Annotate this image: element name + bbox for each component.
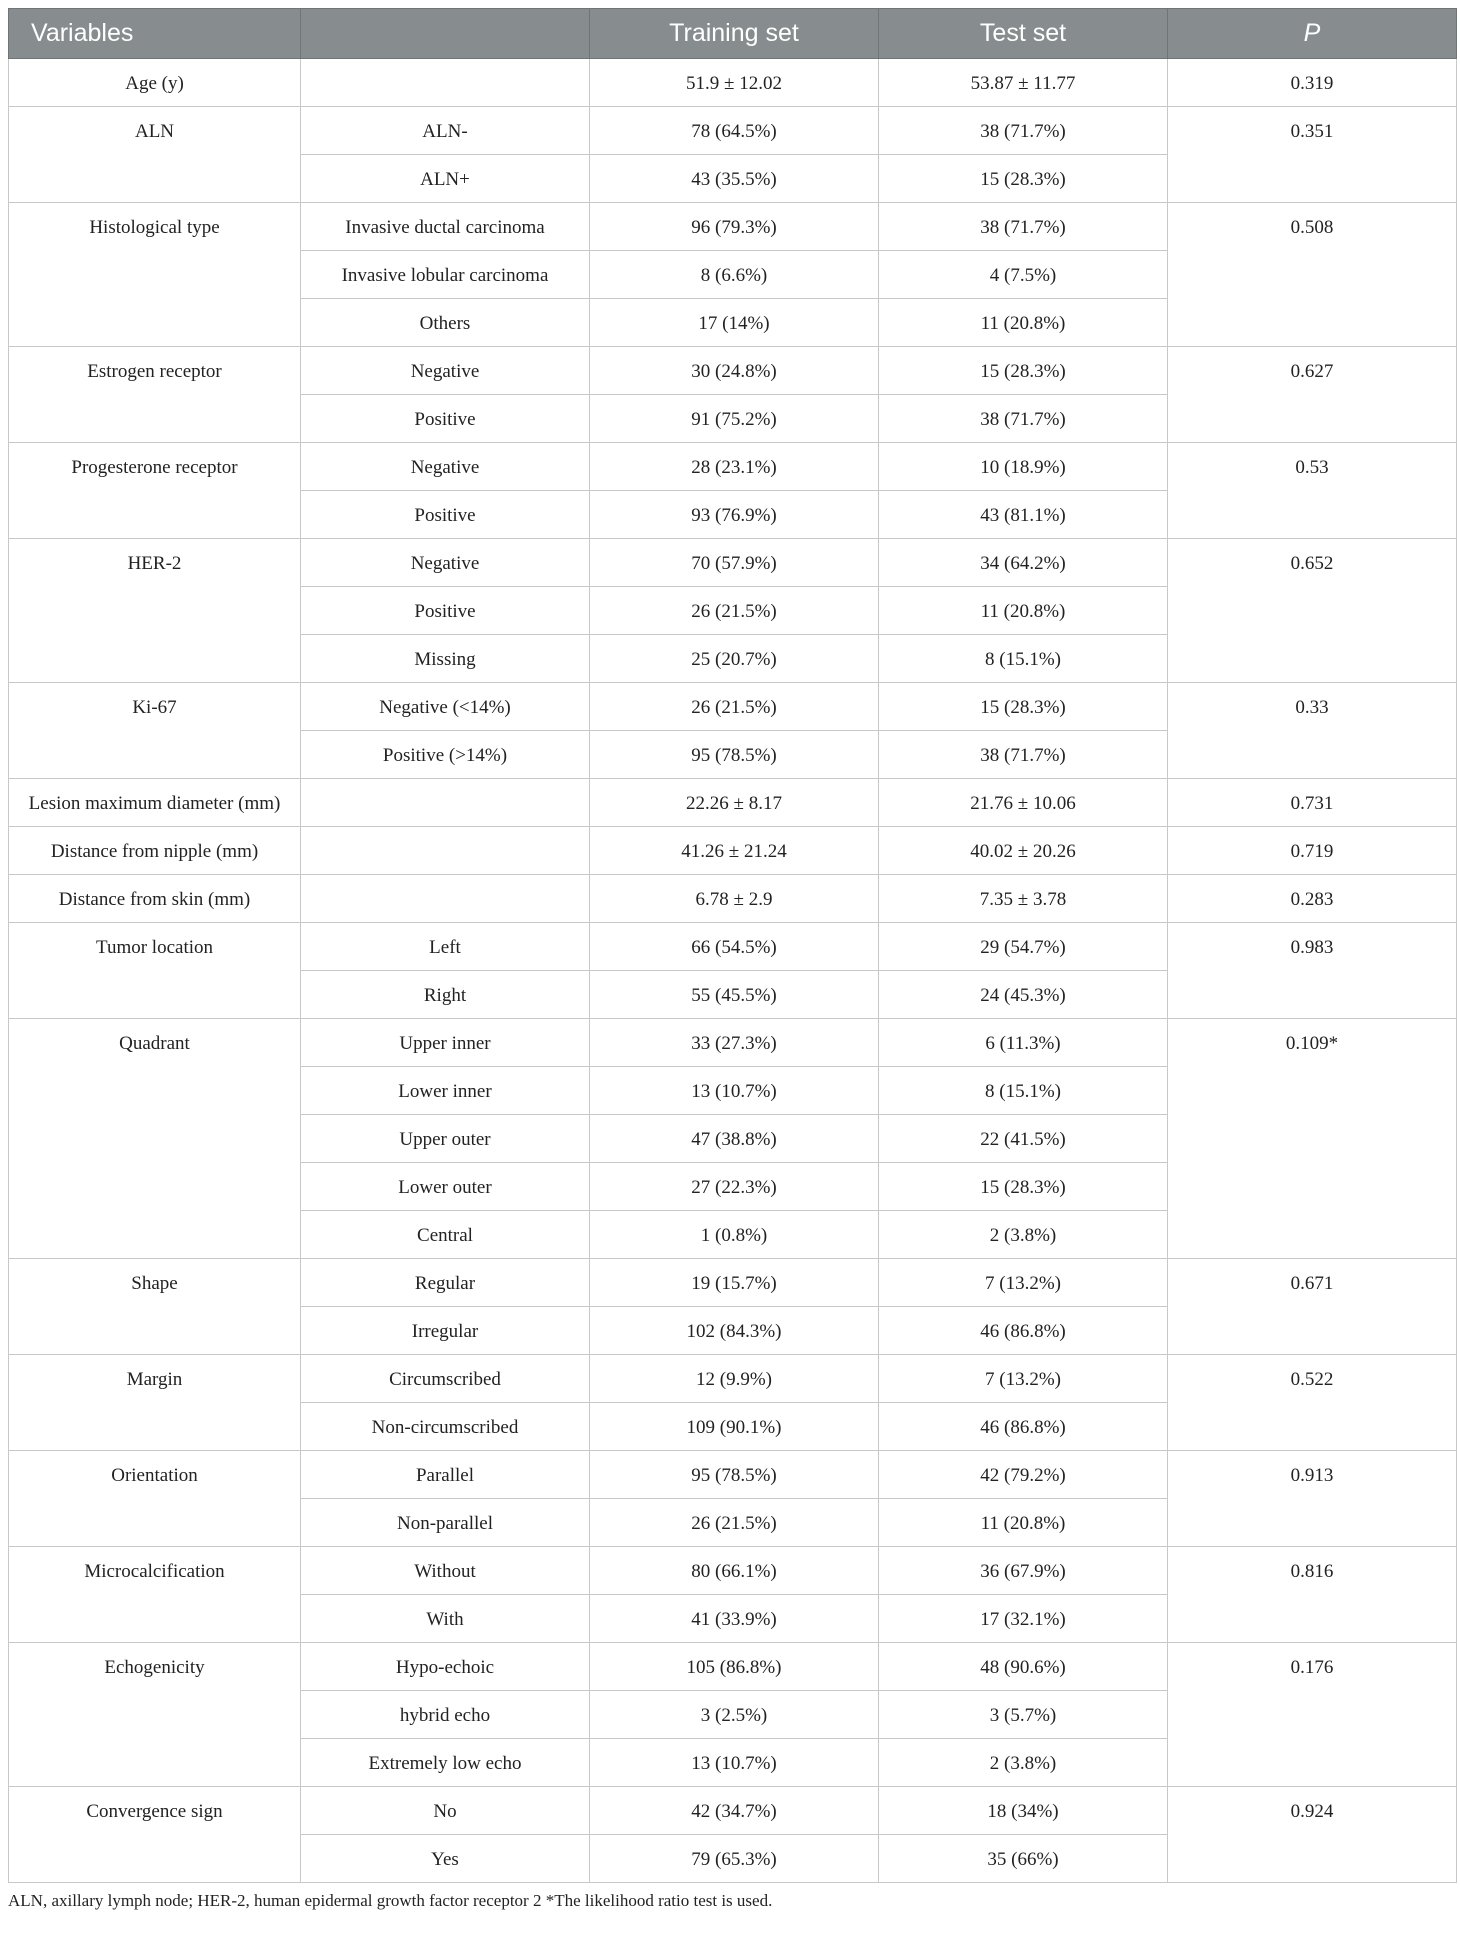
cell-category: Invasive ductal carcinoma	[301, 203, 590, 251]
cell-training-set: 41 (33.9%)	[590, 1595, 879, 1643]
cell-category: Positive	[301, 395, 590, 443]
cell-category: Lower outer	[301, 1163, 590, 1211]
cell-category: Left	[301, 923, 590, 971]
cell-training-set: 47 (38.8%)	[590, 1115, 879, 1163]
cell-test-set: 38 (71.7%)	[879, 731, 1168, 779]
cell-training-set: 42 (34.7%)	[590, 1787, 879, 1835]
cell-variable: Quadrant	[9, 1019, 301, 1259]
cell-variable: Shape	[9, 1259, 301, 1355]
cell-category: Regular	[301, 1259, 590, 1307]
cell-category: Negative	[301, 443, 590, 491]
cell-category: hybrid echo	[301, 1691, 590, 1739]
cell-p-value: 0.319	[1168, 59, 1457, 107]
header-blank	[301, 9, 590, 59]
cell-training-set: 102 (84.3%)	[590, 1307, 879, 1355]
cell-p-value: 0.816	[1168, 1547, 1457, 1643]
cell-category: Invasive lobular carcinoma	[301, 251, 590, 299]
cell-variable: Lesion maximum diameter (mm)	[9, 779, 301, 827]
cell-test-set: 29 (54.7%)	[879, 923, 1168, 971]
cell-category: Parallel	[301, 1451, 590, 1499]
cell-training-set: 13 (10.7%)	[590, 1739, 879, 1787]
cell-p-value: 0.53	[1168, 443, 1457, 539]
table-row	[9, 1787, 1457, 1835]
cell-test-set: 17 (32.1%)	[879, 1595, 1168, 1643]
cell-category: Negative (<14%)	[301, 683, 590, 731]
cell-p-value: 0.109*	[1168, 1019, 1457, 1259]
cell-test-set: 8 (15.1%)	[879, 1067, 1168, 1115]
cell-training-set: 78 (64.5%)	[590, 107, 879, 155]
cell-test-set: 48 (90.6%)	[879, 1643, 1168, 1691]
cell-test-set: 7 (13.2%)	[879, 1355, 1168, 1403]
cell-training-set: 1 (0.8%)	[590, 1211, 879, 1259]
cell-training-set: 109 (90.1%)	[590, 1403, 879, 1451]
cell-category: Negative	[301, 347, 590, 395]
cell-test-set: 40.02 ± 20.26	[879, 827, 1168, 875]
cell-category: Extremely low echo	[301, 1739, 590, 1787]
cell-variable: Distance from nipple (mm)	[9, 827, 301, 875]
table-container	[8, 8, 1456, 1911]
cell-test-set: 34 (64.2%)	[879, 539, 1168, 587]
cell-test-set: 15 (28.3%)	[879, 347, 1168, 395]
cell-category: Negative	[301, 539, 590, 587]
cell-test-set: 3 (5.7%)	[879, 1691, 1168, 1739]
cell-test-set: 7 (13.2%)	[879, 1259, 1168, 1307]
cell-category: Central	[301, 1211, 590, 1259]
header-training-set: Training set	[590, 9, 879, 59]
cell-variable: Distance from skin (mm)	[9, 875, 301, 923]
cell-training-set: 13 (10.7%)	[590, 1067, 879, 1115]
cell-training-set: 3 (2.5%)	[590, 1691, 879, 1739]
table-row	[9, 683, 1457, 731]
cell-test-set: 6 (11.3%)	[879, 1019, 1168, 1067]
cell-category: Positive (>14%)	[301, 731, 590, 779]
cell-test-set: 10 (18.9%)	[879, 443, 1168, 491]
cell-training-set: 79 (65.3%)	[590, 1835, 879, 1883]
cell-test-set: 36 (67.9%)	[879, 1547, 1168, 1595]
table-row	[9, 203, 1457, 251]
cell-training-set: 96 (79.3%)	[590, 203, 879, 251]
cell-test-set: 38 (71.7%)	[879, 395, 1168, 443]
table-row	[9, 443, 1457, 491]
table-row	[9, 875, 1457, 923]
cell-training-set: 6.78 ± 2.9	[590, 875, 879, 923]
cell-variable: ALN	[9, 107, 301, 203]
cell-training-set: 25 (20.7%)	[590, 635, 879, 683]
cell-p-value: 0.924	[1168, 1787, 1457, 1883]
table-row	[9, 539, 1457, 587]
header-p-value: P	[1168, 9, 1457, 59]
cell-training-set: 95 (78.5%)	[590, 1451, 879, 1499]
cell-test-set: 2 (3.8%)	[879, 1739, 1168, 1787]
cell-variable: Histological type	[9, 203, 301, 347]
table-header	[9, 9, 1457, 59]
cell-category: Hypo-echoic	[301, 1643, 590, 1691]
cell-variable: Progesterone receptor	[9, 443, 301, 539]
cell-training-set: 70 (57.9%)	[590, 539, 879, 587]
cell-category: Right	[301, 971, 590, 1019]
cell-p-value: 0.283	[1168, 875, 1457, 923]
cell-training-set: 27 (22.3%)	[590, 1163, 879, 1211]
cell-p-value: 0.913	[1168, 1451, 1457, 1547]
header-variables: Variables	[9, 9, 301, 59]
cell-test-set: 11 (20.8%)	[879, 1499, 1168, 1547]
table-row	[9, 1355, 1457, 1403]
cell-p-value: 0.176	[1168, 1643, 1457, 1787]
cell-category: Yes	[301, 1835, 590, 1883]
cell-p-value: 0.33	[1168, 683, 1457, 779]
table-row	[9, 1019, 1457, 1067]
cell-test-set: 42 (79.2%)	[879, 1451, 1168, 1499]
cell-category: Non-parallel	[301, 1499, 590, 1547]
cell-test-set: 43 (81.1%)	[879, 491, 1168, 539]
cell-test-set: 38 (71.7%)	[879, 107, 1168, 155]
cell-test-set: 11 (20.8%)	[879, 299, 1168, 347]
cell-category: Without	[301, 1547, 590, 1595]
cell-variable: Echogenicity	[9, 1643, 301, 1787]
cell-training-set: 105 (86.8%)	[590, 1643, 879, 1691]
cell-p-value: 0.522	[1168, 1355, 1457, 1451]
table-body	[9, 59, 1457, 1883]
cell-test-set: 35 (66%)	[879, 1835, 1168, 1883]
table-row	[9, 827, 1457, 875]
cell-training-set: 66 (54.5%)	[590, 923, 879, 971]
cell-test-set: 21.76 ± 10.06	[879, 779, 1168, 827]
cell-training-set: 12 (9.9%)	[590, 1355, 879, 1403]
cell-test-set: 22 (41.5%)	[879, 1115, 1168, 1163]
cell-test-set: 38 (71.7%)	[879, 203, 1168, 251]
cell-training-set: 91 (75.2%)	[590, 395, 879, 443]
table-row	[9, 1643, 1457, 1691]
cell-training-set: 95 (78.5%)	[590, 731, 879, 779]
table-row	[9, 1547, 1457, 1595]
cell-category: ALN-	[301, 107, 590, 155]
table-row	[9, 59, 1457, 107]
cell-variable: Tumor location	[9, 923, 301, 1019]
table-row	[9, 1451, 1457, 1499]
cell-test-set: 8 (15.1%)	[879, 635, 1168, 683]
cell-category: Missing	[301, 635, 590, 683]
cell-category	[301, 827, 590, 875]
cell-training-set: 33 (27.3%)	[590, 1019, 879, 1067]
table-footnote: ALN, axillary lymph node; HER-2, human epidermal growth factor receptor 2 *The likelihood ratio test is used.	[8, 1891, 773, 1910]
cell-p-value: 0.627	[1168, 347, 1457, 443]
cell-p-value: 0.508	[1168, 203, 1457, 347]
cell-training-set: 55 (45.5%)	[590, 971, 879, 1019]
cell-training-set: 80 (66.1%)	[590, 1547, 879, 1595]
cell-category: Positive	[301, 587, 590, 635]
cell-test-set: 15 (28.3%)	[879, 683, 1168, 731]
cell-test-set: 46 (86.8%)	[879, 1307, 1168, 1355]
cell-p-value: 0.652	[1168, 539, 1457, 683]
cell-training-set: 19 (15.7%)	[590, 1259, 879, 1307]
header-test-set: Test set	[879, 9, 1168, 59]
cell-p-value: 0.671	[1168, 1259, 1457, 1355]
cell-training-set: 93 (76.9%)	[590, 491, 879, 539]
cell-training-set: 41.26 ± 21.24	[590, 827, 879, 875]
cell-test-set: 11 (20.8%)	[879, 587, 1168, 635]
cell-training-set: 51.9 ± 12.02	[590, 59, 879, 107]
cell-p-value: 0.719	[1168, 827, 1457, 875]
cell-test-set: 24 (45.3%)	[879, 971, 1168, 1019]
cell-category	[301, 779, 590, 827]
table-row	[9, 347, 1457, 395]
cell-category	[301, 875, 590, 923]
cell-category: Upper inner	[301, 1019, 590, 1067]
cell-test-set: 4 (7.5%)	[879, 251, 1168, 299]
cell-training-set: 26 (21.5%)	[590, 1499, 879, 1547]
cell-variable: Margin	[9, 1355, 301, 1451]
table-row	[9, 923, 1457, 971]
cell-variable: Ki-67	[9, 683, 301, 779]
data-table	[8, 8, 1457, 1883]
cell-p-value: 0.983	[1168, 923, 1457, 1019]
cell-category: Irregular	[301, 1307, 590, 1355]
cell-variable: HER-2	[9, 539, 301, 683]
cell-category: Upper outer	[301, 1115, 590, 1163]
cell-training-set: 22.26 ± 8.17	[590, 779, 879, 827]
cell-category: Others	[301, 299, 590, 347]
cell-category	[301, 59, 590, 107]
cell-variable: Orientation	[9, 1451, 301, 1547]
cell-category: Non-circumscribed	[301, 1403, 590, 1451]
cell-training-set: 26 (21.5%)	[590, 587, 879, 635]
cell-training-set: 8 (6.6%)	[590, 251, 879, 299]
cell-test-set: 15 (28.3%)	[879, 1163, 1168, 1211]
cell-test-set: 18 (34%)	[879, 1787, 1168, 1835]
cell-training-set: 30 (24.8%)	[590, 347, 879, 395]
cell-category: ALN+	[301, 155, 590, 203]
cell-category: Lower inner	[301, 1067, 590, 1115]
cell-training-set: 26 (21.5%)	[590, 683, 879, 731]
cell-category: Circumscribed	[301, 1355, 590, 1403]
cell-variable: Estrogen receptor	[9, 347, 301, 443]
cell-training-set: 43 (35.5%)	[590, 155, 879, 203]
cell-test-set: 2 (3.8%)	[879, 1211, 1168, 1259]
cell-test-set: 53.87 ± 11.77	[879, 59, 1168, 107]
cell-category: Positive	[301, 491, 590, 539]
cell-training-set: 17 (14%)	[590, 299, 879, 347]
cell-variable: Microcalcification	[9, 1547, 301, 1643]
cell-p-value: 0.731	[1168, 779, 1457, 827]
cell-training-set: 28 (23.1%)	[590, 443, 879, 491]
cell-variable: Age (y)	[9, 59, 301, 107]
table-row	[9, 107, 1457, 155]
table-row	[9, 1259, 1457, 1307]
header-row	[9, 9, 1457, 59]
cell-category: With	[301, 1595, 590, 1643]
cell-p-value: 0.351	[1168, 107, 1457, 203]
cell-category: No	[301, 1787, 590, 1835]
cell-test-set: 7.35 ± 3.78	[879, 875, 1168, 923]
cell-test-set: 15 (28.3%)	[879, 155, 1168, 203]
table-row	[9, 779, 1457, 827]
cell-variable: Convergence sign	[9, 1787, 301, 1883]
cell-test-set: 46 (86.8%)	[879, 1403, 1168, 1451]
